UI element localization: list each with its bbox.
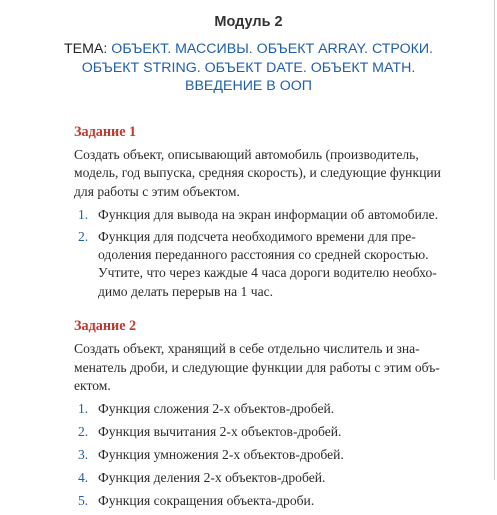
list-item bbox=[74, 492, 450, 510]
task-list-2 bbox=[74, 400, 450, 510]
list-item bbox=[74, 423, 450, 441]
list-item-number: 3. bbox=[78, 447, 89, 463]
list-item-number: 4. bbox=[78, 470, 89, 486]
list-item bbox=[74, 228, 450, 302]
description-line: ектом. bbox=[74, 378, 111, 394]
list-item bbox=[74, 469, 450, 487]
list-item-text: димо делать перерыв на 1 час. bbox=[98, 283, 274, 299]
description-line: Создать объект, описывающий автомобиль (производитель, bbox=[74, 147, 419, 162]
topic-line-1-text: ОБЪЕКТ. МАССИВЫ. ОБЪЕКТ ARRAY. СТРОКИ. bbox=[111, 41, 434, 57]
list-item-text: Функция вычитания 2-х объектов-дробей. bbox=[98, 424, 342, 440]
list-item-text: одоления переданного расстояния со средней скоростью. bbox=[98, 247, 429, 263]
topic-title-line-3: ВВЕДЕНИЕ В ООП bbox=[185, 78, 312, 94]
tasks-content bbox=[74, 122, 450, 515]
topic-title bbox=[0, 40, 497, 96]
list-item-text: Функция для вывода на экран информации об автомобиле. bbox=[98, 207, 439, 223]
task-list-1 bbox=[74, 206, 450, 301]
description-line: Создать объект, хранящий в себе отдельно числитель и зна- bbox=[74, 341, 420, 357]
description-line: модель, год выпуска, средняя скорость), и следующие функции bbox=[74, 165, 441, 181]
task-description-2 bbox=[74, 340, 450, 395]
topic-prefix: ТЕМА: bbox=[63, 41, 108, 57]
list-item-text: Функция деления 2-х объектов-дробей. bbox=[98, 470, 326, 486]
list-item-number: 2. bbox=[78, 424, 89, 440]
list-item bbox=[74, 446, 450, 464]
task-description-1 bbox=[74, 146, 450, 201]
list-item-number: 1. bbox=[78, 207, 89, 223]
description-line: для работы с этим объектом. bbox=[74, 183, 240, 199]
topic-title-line-2: ОБЪЕКТ STRING. ОБЪЕКТ DATE. ОБЪЕКТ MATH. bbox=[81, 59, 416, 76]
list-item-text: Функция сложения 2-х объектов-дробей. bbox=[98, 401, 335, 417]
topic-title-line-1 bbox=[0, 40, 497, 59]
list-item-number: 5. bbox=[78, 493, 89, 509]
list-item bbox=[74, 206, 450, 224]
list-item bbox=[74, 400, 450, 418]
list-item-number: 1. bbox=[78, 401, 89, 417]
list-item-text: Функция умножения 2-х объектов-дробей. bbox=[98, 447, 344, 463]
list-item-number: 2. bbox=[78, 228, 89, 244]
task-heading-1: Задание 1 bbox=[74, 124, 137, 140]
task-heading-2: Задание 2 bbox=[74, 318, 137, 335]
list-item-text: Функция для подсчета необходимого времени для пре- bbox=[98, 228, 416, 244]
list-item-text: Учтите, что через каждые 4 часа дороги водителю необхо- bbox=[98, 265, 437, 281]
description-line: менатель дроби, и следующие функции для работы с этим объ- bbox=[74, 359, 440, 375]
list-item-text: Функция сокращения объекта-дроби. bbox=[98, 493, 315, 509]
module-label: Модуль 2 bbox=[214, 14, 283, 30]
